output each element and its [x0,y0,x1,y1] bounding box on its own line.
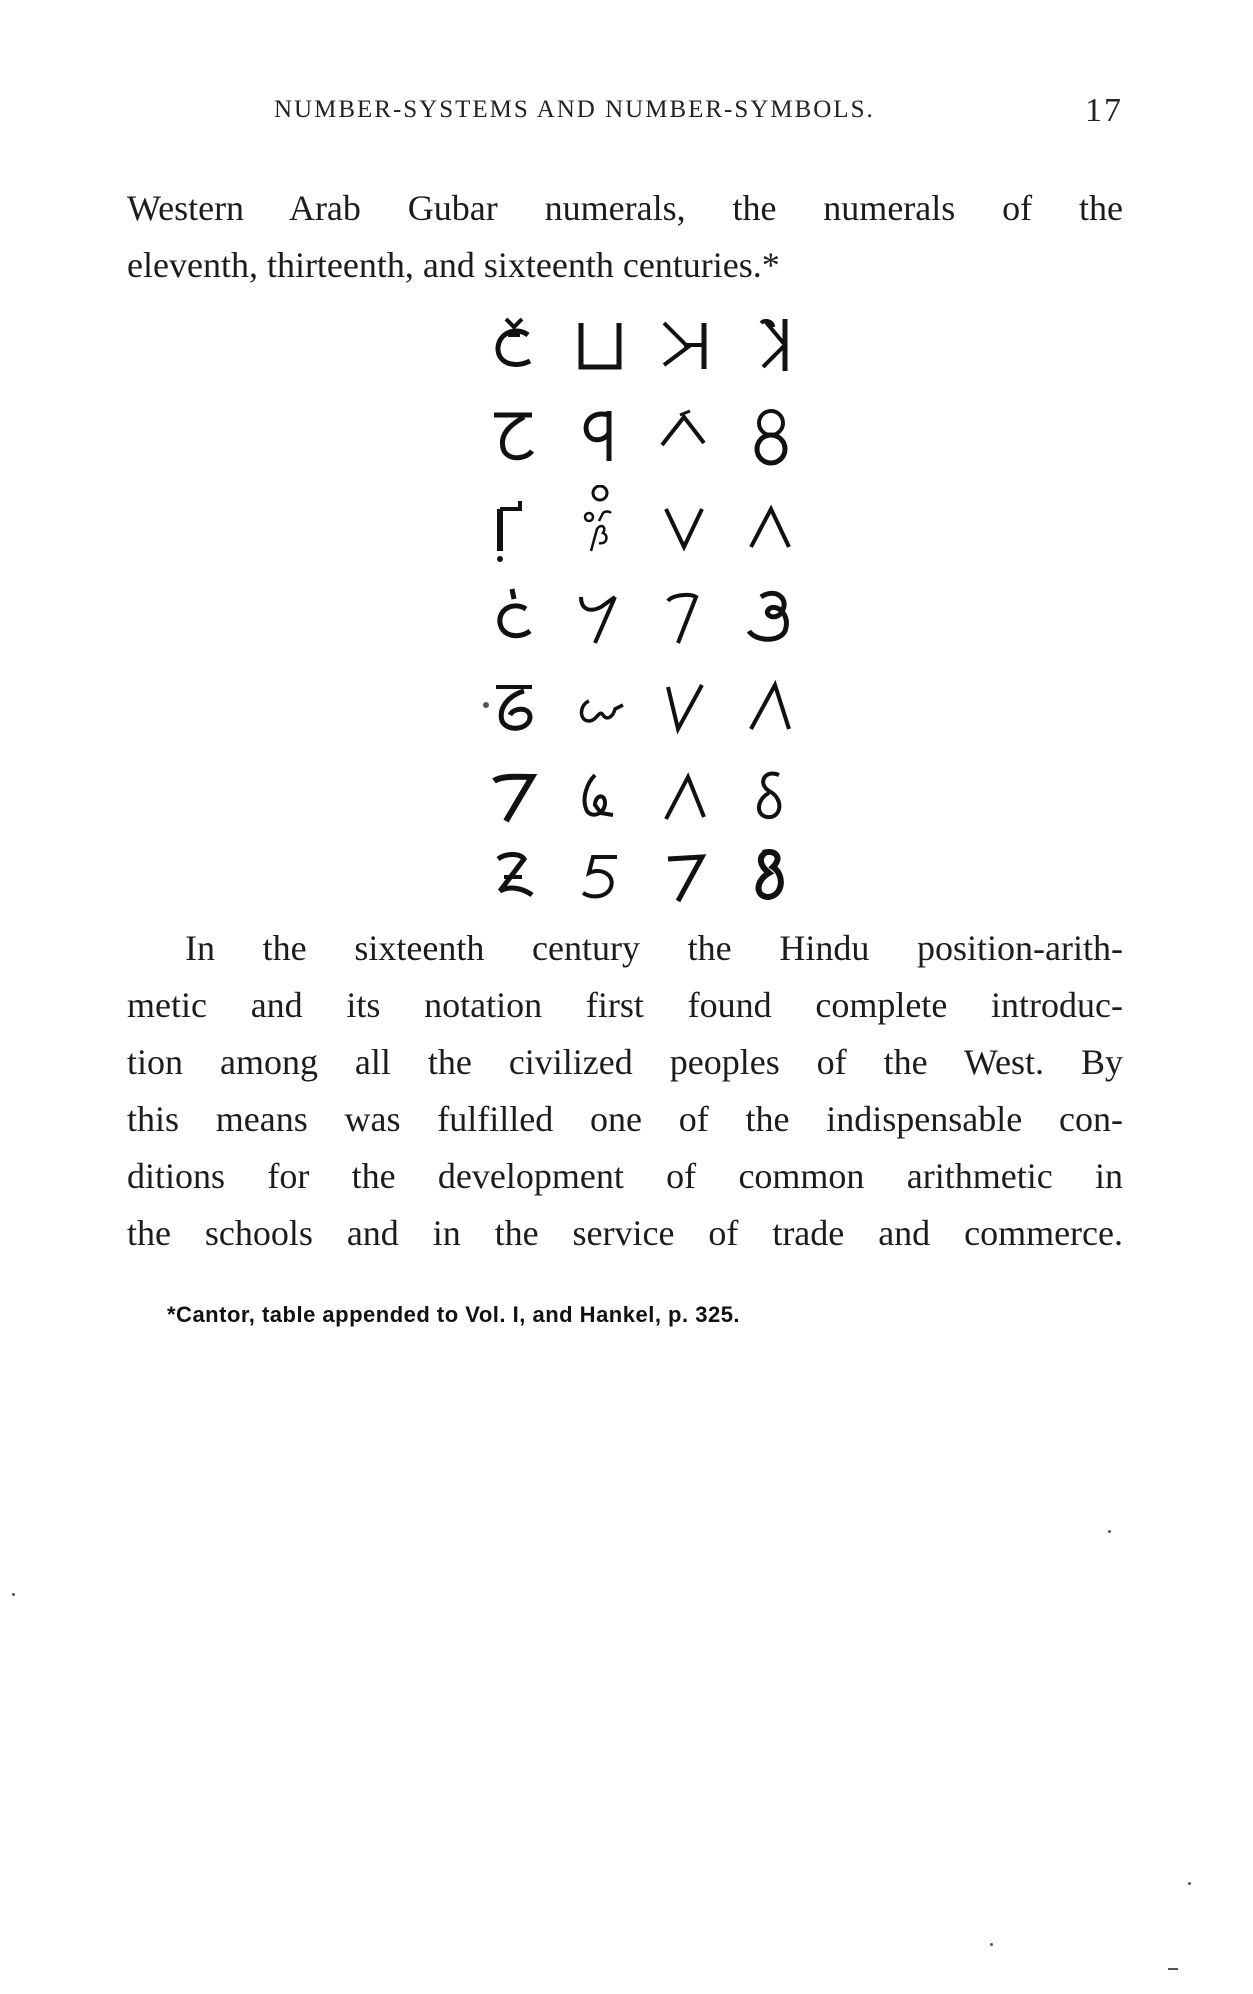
numeral-glyph [565,395,635,475]
numeral-glyph [735,485,805,565]
numeral-glyph [650,395,720,475]
body-line-3: tion among all the civilized peoples of the West. By [127,1042,1123,1082]
numeral-glyph [480,575,550,655]
body-line-4: this means was fulfilled one of the indispensable con- [127,1099,1123,1139]
numeral-glyph [480,665,550,745]
scan-speck [12,1593,15,1596]
body-line-1: In the sixteenth century the Hindu position-arith- [185,928,1123,968]
footnote: *Cantor, table appended to Vol. I, and Hankel, p. 325. [167,1302,741,1327]
numeral-glyph [650,755,720,835]
intro-line-1: Western Arab Gubar numerals, the numerals of the [127,188,1123,228]
body-line-6: the schools and in the service of trade and commerce. [127,1213,1123,1253]
numeral-glyph [565,305,635,385]
numeral-glyph [650,665,720,745]
numeral-glyph [650,835,720,915]
numeral-row [480,395,810,475]
numeral-glyph [735,755,805,835]
numeral-glyph [650,485,720,565]
body-line-5: ditions for the development of common arithmetic in [127,1156,1123,1196]
scan-speck [1108,1530,1111,1533]
scan-speck [1188,1882,1191,1885]
numeral-glyph [480,835,550,915]
intro-line-2: eleventh, thirteenth, and sixteenth centuries.* [127,245,780,285]
numeral-glyph [565,835,635,915]
scan-speck [1168,1968,1178,1970]
numeral-glyph [565,665,635,745]
numeral-row [480,665,810,745]
scan-speck [990,1943,993,1946]
numeral-glyph [480,305,550,385]
numeral-glyph [480,485,550,565]
numeral-row [480,755,810,835]
numeral-glyph [735,665,805,745]
numeral-glyph [650,305,720,385]
numeral-glyph [735,835,805,915]
numeral-row [480,305,810,385]
numeral-glyph [480,755,550,835]
body-line-2: metic and its notation first found complete introduc- [127,985,1123,1025]
numeral-glyph [565,755,635,835]
page-number: 17 [1085,92,1123,129]
numeral-glyph [480,395,550,475]
numeral-glyph [650,575,720,655]
numeral-table-figure [480,305,810,905]
running-title: NUMBER-SYSTEMS AND NUMBER-SYMBOLS. [274,96,875,123]
numeral-glyph [565,575,635,655]
numeral-row [480,835,810,915]
numeral-glyph [735,395,805,475]
numeral-row [480,575,810,655]
numeral-glyph [565,485,635,565]
numeral-glyph [735,305,805,385]
numeral-glyph [735,575,805,655]
numeral-row [480,485,810,565]
